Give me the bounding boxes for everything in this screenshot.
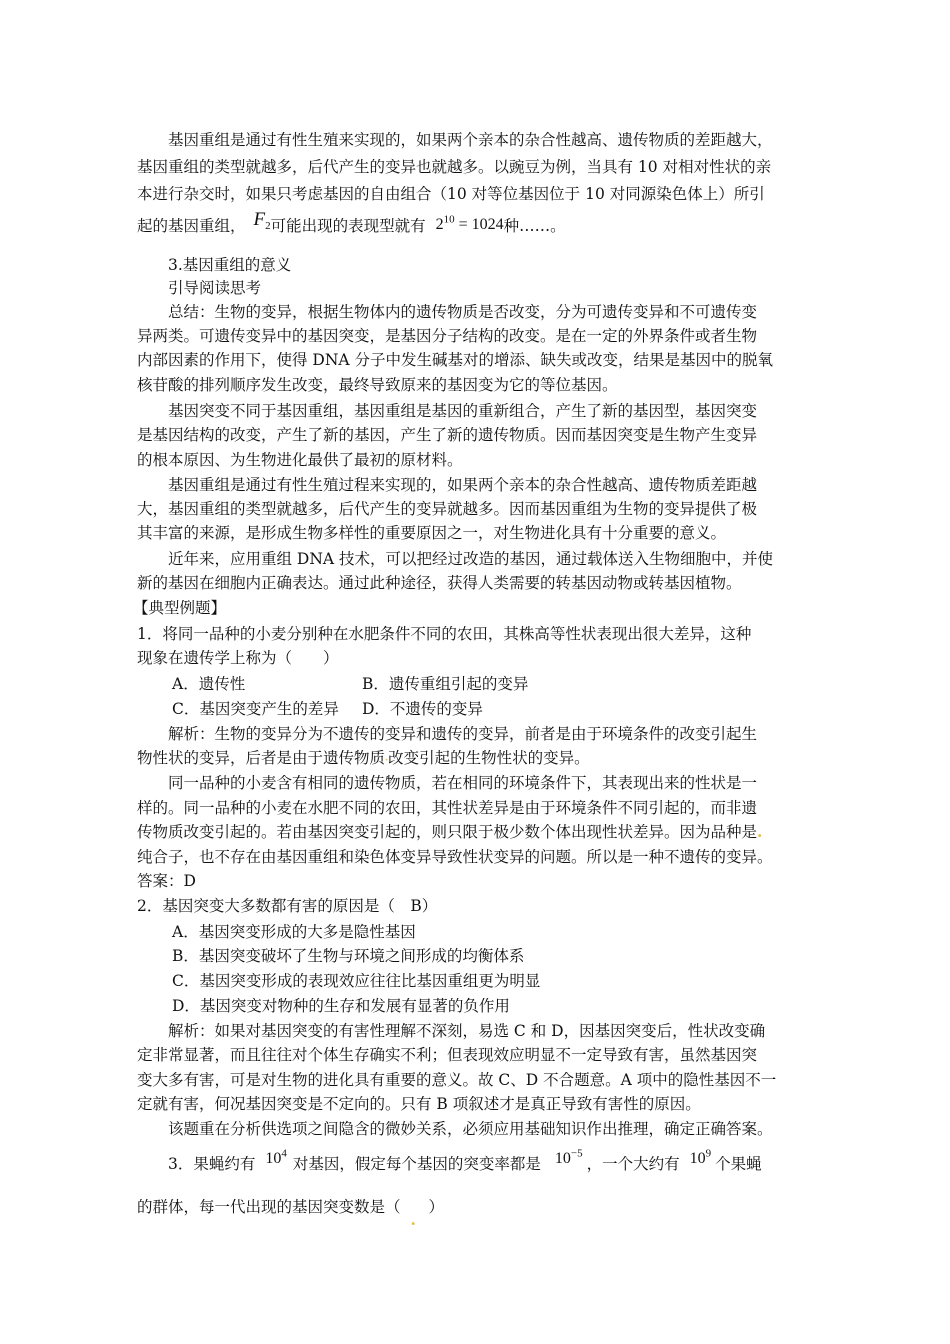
power-formula (436, 216, 504, 233)
q2-analysis-line1: 解析：如果对基因突变的有害性理解不深刻，易选 C 和 D，因基因突变后，性状改变确 (168, 1022, 766, 1040)
para1-line3: 本进行杂交时，如果只考虑基因的自由组合（10 对等位基因位于 10 对同源染色体上）所引 (137, 185, 765, 203)
q3-line2 (137, 1197, 445, 1229)
q2-option-c: C．基因突变形成的表现效应往往比基因重组更为明显 (172, 972, 541, 990)
recombination-line3: 其丰富的来源，是形成生物多样性的重要原因之一，对生物进化具有十分重要的意义。 (137, 524, 727, 542)
q3-line2-close: ） (428, 1198, 445, 1216)
recombination-line1: 基因重组是通过有性生殖过程来实现的，如果两个亲本的杂合性越高、遗传物质差距越 (168, 476, 758, 494)
q2-line1: 2．基因突变大多数都有害的原因是（ B） (137, 897, 438, 915)
dna-line2: 新的基因在细胞内正确表达。通过此种途径，获得人类需要的转基因动物或转基因植物。 (137, 574, 742, 592)
f2-formula (253, 209, 271, 233)
summary-line1: 总结：生物的变异，根据生物体内的遗传物质是否改变，分为可遗传变异和不可遗传变 (168, 303, 758, 321)
q3-text-a: 3．果蝇约有 (168, 1155, 256, 1174)
q3-formula-genes-base: 10 (265, 1150, 282, 1168)
q3-text-b: 对基因，假定每个基因的突变率都是 (292, 1155, 541, 1174)
summary-line3: 内部因素的作用下，使得 DNA 分子中发生碱基对的增添、缺失或改变，结果是基因中的脱氧 (137, 351, 774, 369)
q3-formula-population-exp: 9 (705, 1148, 712, 1160)
q3-text-c: ，一个大约有 (586, 1155, 680, 1174)
q3-formula-genes-exp: 4 (281, 1148, 287, 1160)
q1-explain-line1: 同一品种的小麦含有相同的遗传物质，若在相同的环境条件下，其表现出来的性状是一 (168, 774, 758, 792)
power-result: = 1024 (458, 216, 504, 234)
q2-analysis-line4: 定就有害，何况基因突变是不定向的。只有 B 项叙述才是真正导致有害性的原因。 (137, 1095, 701, 1113)
q1-line1: 1．将同一品种的小麦分别种在水肥条件不同的农田，其株高等性状表现出很大差异，这种 (137, 625, 752, 643)
f2-subscript: 2 (265, 220, 271, 233)
dna-line1: 近年来，应用重组 DNA 技术，可以把经过改造的基因，通过载体送入生物细胞中，并使 (168, 550, 774, 568)
q3-line2-text: 的群体，每一代出现的基因突变数是（ (137, 1198, 401, 1216)
q3-text-d: 个果蝇 (715, 1155, 762, 1174)
q2-analysis-line3: 变大多有害，可是对生物的进化具有重要的意义。故 C、D 不合题意。A 项中的隐性基因不一 (137, 1071, 777, 1089)
power-exponent: 10 (443, 214, 455, 226)
section-3-subtitle: 引导阅读思考 (168, 279, 262, 297)
summary-line2: 异两类。可遗传变异中的基因突变，是基因分子结构的改变。是在一定的外界条件或者生物 (137, 327, 758, 345)
q3-formula-population-base: 10 (689, 1150, 706, 1168)
recombination-line2: 大，基因重组的类型就越多，后代产生的变异就越多。因而基因重组为生物的变异提供了极 (137, 500, 758, 518)
q3-line1 (168, 1144, 762, 1174)
para1-line1: 基因重组是通过有性生殖来实现的，如果两个亲本的杂合性越高、遗传物质的差距越大， (168, 131, 773, 149)
examples-heading: 【典型例题】 (133, 599, 227, 617)
q1-option-b: B．遗传重组引起的变异 (362, 675, 529, 693)
mutation-line3: 的根本原因、为生物进化最供了最初的原材料。 (137, 451, 463, 469)
q2-option-a: A．基因突变形成的大多是隐性基因 (172, 923, 416, 941)
q1-explain-line3 (137, 822, 762, 842)
q1-answer: 答案：D (137, 872, 196, 890)
para1-line2: 基因重组的类型就越多，后代产生的变异也就越多。以豌豆为例，当具有 10 对相对性状的亲 (137, 158, 772, 176)
q3-formula-genes (265, 1150, 287, 1167)
summary-line4: 核苷酸的排列顺序发生改变，最终导致原来的基因变为它的等位基因。 (137, 376, 618, 394)
mutation-line1: 基因突变不同于基因重组，基因重组是基因的重新组合，产生了新的基因型，基因突变 (168, 402, 758, 420)
q1-analysis-line2-a: 物性状的变异，后者是由于遗传物质 (137, 749, 386, 767)
q1-explain-line3-text: 传物质改变引起的。若由基因突变引起的，则只限于极少数个体出现性状差异。因为品种是 (137, 823, 758, 841)
q1-option-d: D．不遗传的变异 (362, 700, 483, 718)
q1-analysis-line2-b: 改变引起的生物性状的变异。 (388, 749, 590, 767)
q3-formula-rate-base: 10 (554, 1150, 571, 1168)
q2-option-b: B．基因突变破坏了生物与环境之间形成的均衡体系 (172, 947, 525, 965)
q2-analysis-line2: 定非常显著，而且往往对个体生存确实不利；但表现效应明显不一定导致有害，虽然基因突 (137, 1046, 758, 1064)
yellow-dot-mark: . (410, 1210, 416, 1229)
q2-conclusion: 该题重在分析供选项之间隐含的微妙关系，必须应用基础知识作出推理，确定正确答案。 (168, 1120, 773, 1138)
q1-option-a: A．遗传性 (172, 675, 246, 693)
q3-formula-population (690, 1150, 712, 1167)
q1-explain-line4: 纯合子，也不存在由基因重组和染色体变异导致性状变异的问题。所以是一种不遗传的变异。 (137, 848, 773, 866)
q1-analysis-line2 (137, 748, 590, 771)
power-base: 2 (435, 216, 444, 234)
f2-letter: F (253, 209, 266, 231)
para1-line4 (137, 206, 566, 236)
para1-line4-text-c: 种……。 (503, 217, 566, 236)
q3-formula-rate-exp: −5 (570, 1148, 583, 1160)
q1-line2: 现象在遗传学上称为（ ） (137, 649, 339, 667)
section-3-title: 3.基因重组的意义 (168, 256, 292, 274)
para1-line4-text-b: 可能出现的表现型就有 (270, 217, 426, 236)
q1-analysis-line1: 解析：生物的变异分为不遗传的变异和遗传的变异，前者是由于环境条件的改变引起生 (168, 725, 758, 743)
para1-line4-text-a: 起的基因重组， (137, 217, 246, 236)
mutation-line2: 是基因结构的改变，产生了新的基因，产生了新的遗传物质。因而基因突变是生物产生变异 (137, 426, 758, 444)
yellow-dot-mark: . (757, 822, 763, 841)
yellow-dot-mark: · (385, 756, 389, 766)
q3-formula-rate (555, 1150, 583, 1167)
q2-option-d: D．基因突变对物种的生存和发展有显著的负作用 (172, 997, 510, 1015)
q1-option-c: C．基因突变产生的差异 (172, 700, 339, 718)
q1-explain-line2: 样的。同一品种的小麦在水肥不同的农田，其性状差异是由于环境条件不同引起的，而非遗 (137, 799, 758, 817)
